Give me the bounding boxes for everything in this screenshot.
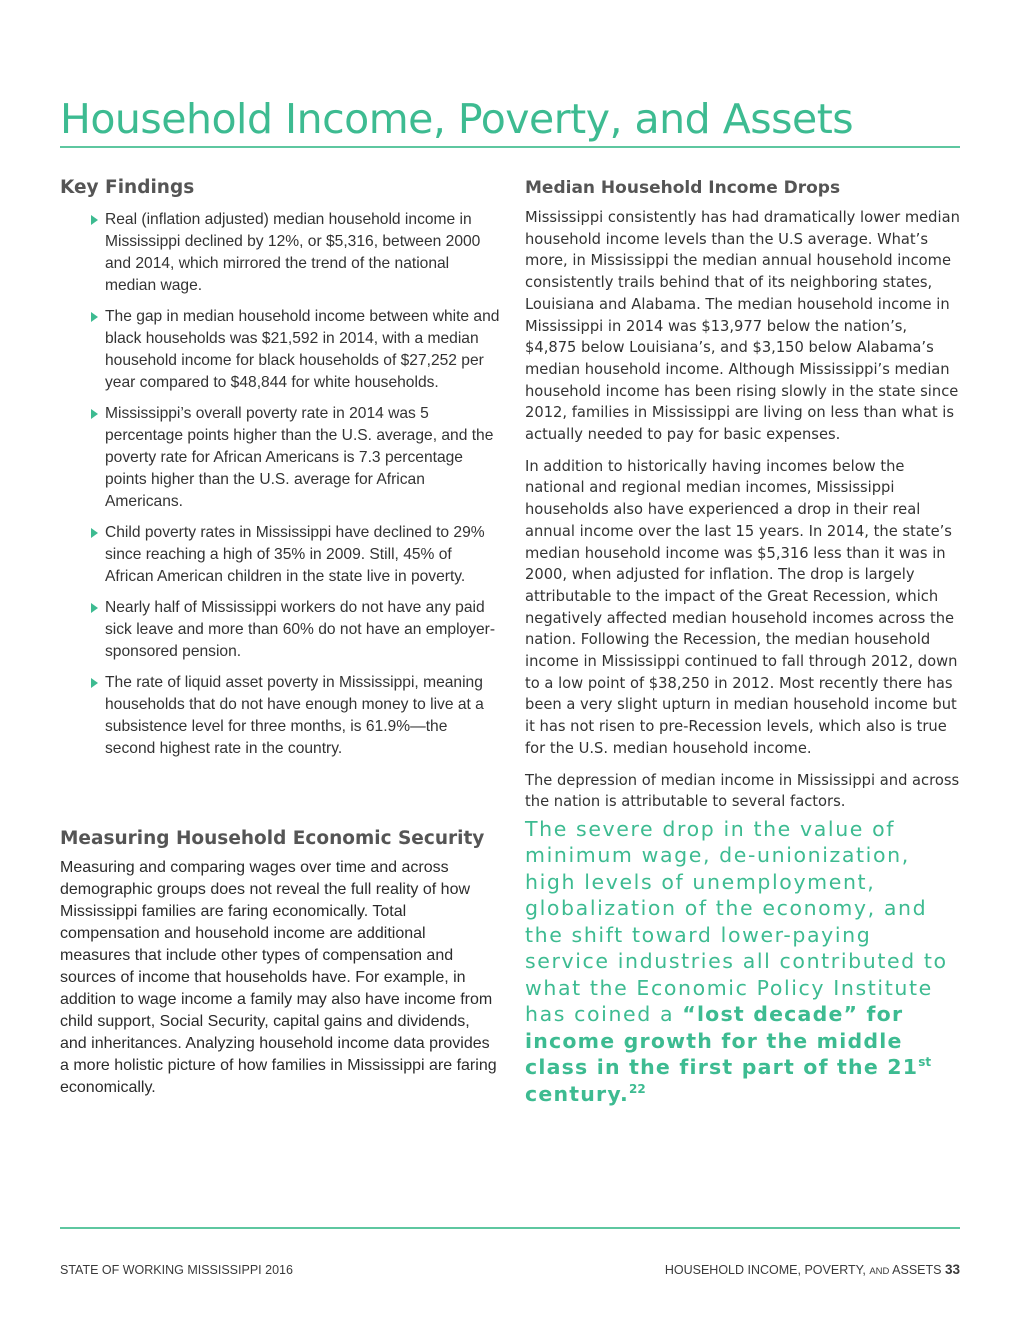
page-title: Household Income, Poverty, and Assets [60,95,854,143]
bullet-arrow-icon [91,528,98,538]
footer-section: HOUSEHOLD INCOME, POVERTY, AND ASSETS 33 [664,1262,960,1277]
page-number: 33 [944,1262,960,1277]
bullet-arrow-icon [91,603,98,613]
pull-quote [525,816,960,1108]
finding-text: The gap in median household income between white and black households was $21,592 in 2014, with a median household income for black households of $27,252 per year compared to $48,844 for white households. [105,308,500,391]
median-paragraph: In addition to historically having incomes below the national and regional median incomes, Mississippi households also have experienced a drop in their real annual income over the last 15 years. In 2014, the state’s median household income was $5,316 less than it was in 2000, when adjusted for inflation. The drop is largely attributable to the impact of the Great Recession, which negatively affected median household incomes across the nation. Following the Recession, the median household income in Mississippi continued to fall through 2012, down to a low point of $38,250 in 2012. Most recently there has been a very slight upturn in median household income but it has not risen to pre-Recession levels, which also is true for the U.S. median household income. [525,457,958,757]
finding-text: Child poverty rates in Mississippi have declined to 29% since reaching a high of 35% in 2009. Still, 45% of African American children in the state live in poverty. [105,524,485,585]
finding-item [105,597,500,663]
left-column [60,176,500,1099]
bullet-arrow-icon [91,215,98,225]
finding-text: Nearly half of Mississippi workers do not have any paid sick leave and more than 60% do not have an employer-sponsored pension. [105,599,496,660]
finding-item [105,209,500,297]
finding-item [105,672,500,760]
footer-divider [60,1227,960,1229]
title-divider [60,146,960,148]
finding-item [105,403,500,513]
key-findings-heading: Key Findings [60,177,195,198]
footer-publication: STATE OF WORKING MISSISSIPPI 2016 [60,1263,293,1277]
finding-text: Mississippi’s overall poverty rate in 2014 was 5 percentage points higher than the U.S. average, and the poverty rate for African Americans is 7.3 percentage points higher than the U.S. average for African Americans. [105,405,494,510]
median-paragraph: The depression of median income in Mississippi and across the nation is attributable to several factors. [525,771,960,811]
bullet-arrow-icon [91,678,98,688]
finding-item [105,522,500,588]
bullet-arrow-icon [91,409,98,419]
median-heading: Median Household Income Drops [525,178,841,198]
bullet-arrow-icon [91,312,98,322]
finding-text: Real (inflation adjusted) median household income in Mississippi declined by 12%, or $5,316, between 2000 and 2014, which mirrored the trend of the national median wage. [105,211,481,294]
right-column [525,176,960,1107]
key-findings-list [60,209,500,760]
measuring-heading: Measuring Household Economic Security [60,828,485,849]
median-paragraph: Mississippi consistently has had dramatically lower median household income levels than the U.S average. What’s more, in Mississippi the median annual household income consistently trails behind that of its neighboring states, Louisiana and Alabama. The median household income in Mississippi in 2014 was $13,977 below the nation’s, $4,875 below Louisiana’s, and $3,150 below Alabama’s median household income. Although Mississippi’s median household income has been rising slowly in the state since 2012, families in Mississippi are living on less than what is actually needed to pay for basic expenses. [525,209,960,444]
finding-text: The rate of liquid asset poverty in Mississippi, meaning households that do not have enough money to live at a subsistence level for three months, is 61.9%—the second highest rate in the country. [105,674,484,757]
pull-quote-text: The severe drop in the value of minimum wage, de-unionization, high levels of unemployment, globalization of the economy, and the shift toward lower-paying service industries all contributed to what the Economic Policy Institute has coined a [525,816,948,1027]
finding-item [105,306,500,394]
ordinal-superscript: st [918,1055,932,1070]
measuring-body: Measuring and comparing wages over time and across demographic groups does not reveal the full reality of how Mississippi families are faring economically. Total compensation and household income are additional measures that include other types of compensation and sources of income that households have. For example, in addition to wage income a family may also have income from child support, Social Security, capital gains and dividends, and inheritances. Analyzing household income data provides a more holistic picture of how families in Mississippi are faring economically. [60,859,497,1096]
pull-quote-emphasis: “lost decade” for income growth for the middle class in the first part of the 21st century.$^{22}$ [525,1002,932,1106]
footnote-reference: 22 [629,1082,646,1097]
